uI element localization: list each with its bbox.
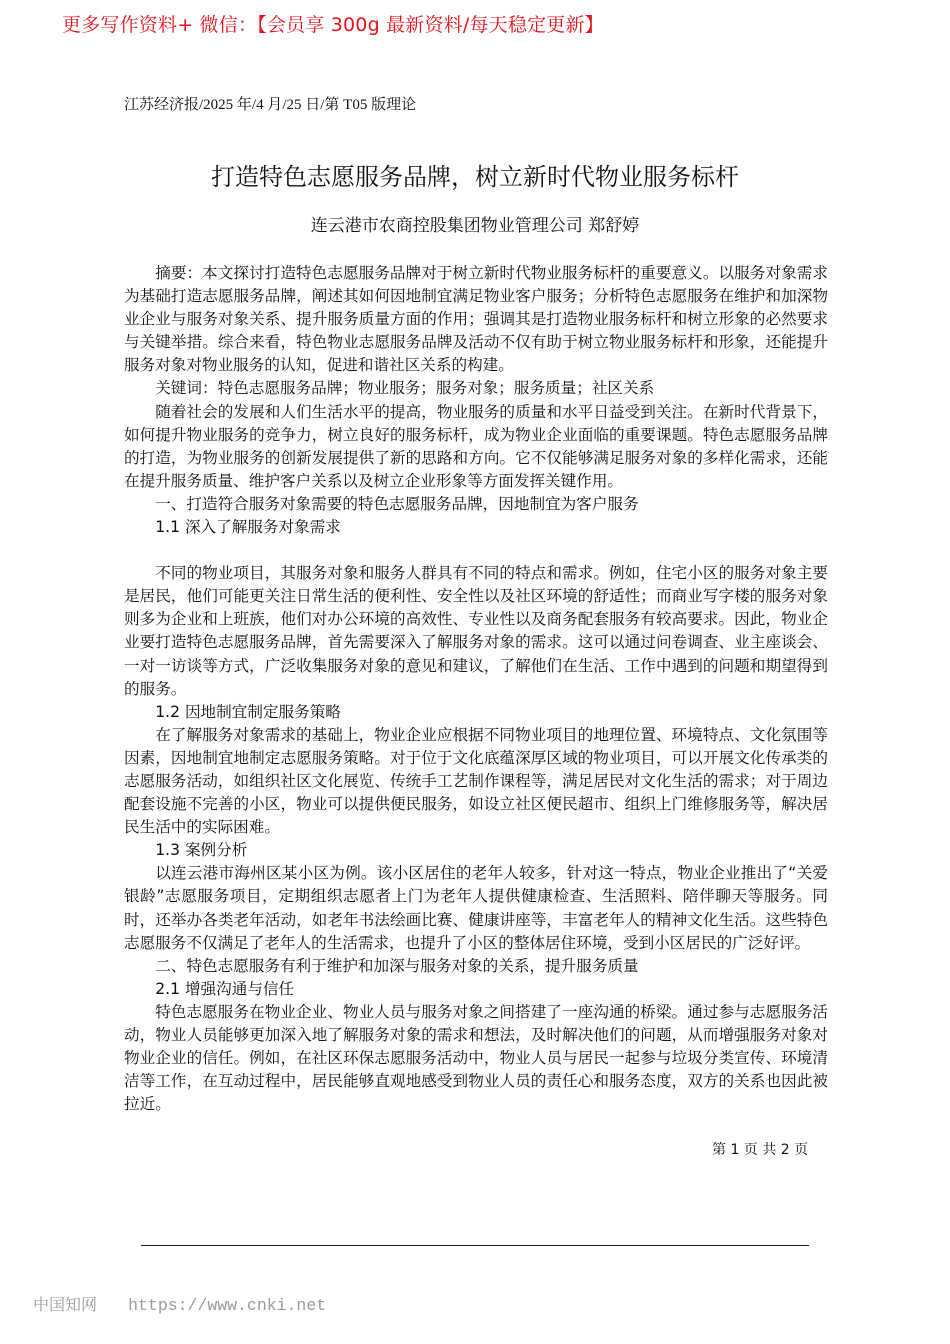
subsection-heading-1-1: 1.1 深入了解服务对象需求 xyxy=(155,518,341,537)
subsection-heading-1-3: 1.3 案例分析 xyxy=(155,841,248,860)
article-body xyxy=(124,262,828,1116)
abstract-paragraph: 摘要：本文探讨打造特色志愿服务品牌对于树立新时代物业服务标杆的重要意义。以服务对象需求为基础打造志愿服务品牌，阐述其如何因地制宜满足物业客户服务；分析特色志愿服务在维护和加深物业企业与服务对象关系、提升服务质量方面的作用；强调其是打造物业服务标杆和树立形象的必然要求与关键举措。综合来看，特色物业志愿服务品牌及活动不仅有助于树立物业服务标杆和形象，还能提升服务对象对物业服务的认知，促进和谐社区关系的构建。 xyxy=(124,264,828,375)
watermark-url[interactable]: https://www.cnki.net xyxy=(128,1296,327,1315)
body-paragraph: 以连云港市海州区某小区为例。该小区居住的老年人较多，针对这一特点，物业企业推出了“关爱银龄”志愿服务项目，定期组织志愿者上门为老年人提供健康检查、生活照料、陪伴聊天等服务。同时，还举办各类老年活动，如老年书法绘画比赛、健康讲座等，丰富老年人的精神文化生活。这些特色志愿服务不仅满足了老年人的生活需求，也提升了小区的整体居住环境，受到小区居民的广泛好评。 xyxy=(124,864,828,952)
body-paragraph: 在了解服务对象需求的基础上，物业企业应根据不同物业项目的地理位置、环境特点、文化氛围等因素，因地制宜地制定志愿服务策略。对于位于文化底蕴深厚区域的物业项目，可以开展文化传承类的志愿服务活动，如组织社区文化展览、传统手工艺制作课程等，满足居民对文化生活的需求；对于周边配套设施不完善的小区，物业可以提供便民服务，如设立社区便民超市、组织上门维修服务等，解决居民生活中的实际困难。 xyxy=(124,725,828,837)
article-author: 连云港市农商控股集团物业管理公司 郑舒婷 xyxy=(310,216,640,236)
intro-paragraph: 随着社会的发展和人们生活水平的提高，物业服务的质量和水平日益受到关注。在新时代背景下，如何提升物业服务的竞争力，树立良好的服务标杆，成为物业企业面临的重要课题。特色志愿服务品牌的打造，为物业服务的创新发展提供了新的思路和方向。它不仅能够满足服务对象的多样化需求，还能在提升服务质量、维护客户关系以及树立企业形象等方面发挥关键作用。 xyxy=(124,402,828,490)
promo-banner: 更多写作资料+ 微信：【会员享 300g 最新资料/每天稳定更新】 xyxy=(62,14,604,36)
cnki-watermark xyxy=(33,1294,326,1317)
watermark-name: 中国知网 xyxy=(33,1295,98,1314)
body-paragraph: 特色志愿服务在物业企业、物业人员与服务对象之间搭建了一座沟通的桥梁。通过参与志愿服务活动，物业人员能够更加深入地了解服务对象的需求和想法，及时解决他们的问题，从而增强服务对象对物业企业的信任。例如，在社区环保志愿服务活动中，物业人员与居民一起参与垃圾分类宣传、环境清洁等工作，在互动过程中，居民能够直观地感受到物业人员的责任心和服务态度，双方的关系也因此被拉近。 xyxy=(124,1002,828,1114)
blank-line xyxy=(124,539,828,562)
body-paragraph: 不同的物业项目，其服务对象和服务人群具有不同的特点和需求。例如，住宅小区的服务对象主要是居民，他们可能更关注日常生活的便利性、安全性以及社区环境的舒适性；而商业写字楼的服务对象则多为企业和上班族，他们对办公环境的高效性、专业性以及商务配套服务有较高要求。因此，物业企业要打造特色志愿服务品牌，首先需要深入了解服务对象的需求。这可以通过问卷调查、业主座谈会、一对一访谈等方式，广泛收集服务对象的意见和建议，了解他们在生活、工作中遇到的问题和期望得到的服务。 xyxy=(124,564,828,698)
section-heading-1: 一、打造符合服务对象需要的特色志愿服务品牌，因地制宜为客户服务 xyxy=(155,494,639,513)
article-title: 打造特色志愿服务品牌，树立新时代物业服务标杆 xyxy=(211,163,739,191)
keywords-paragraph: 关键词：特色志愿服务品牌；物业服务；服务对象；服务质量；社区关系 xyxy=(155,379,655,398)
section-heading-2: 二、特色志愿服务有利于维护和加深与服务对象的关系，提升服务质量 xyxy=(155,956,639,975)
source-citation: 江苏经济报/2025 年/4 月/25 日/第 T05 版理论 xyxy=(124,97,417,113)
subsection-heading-1-2: 1.2 因地制宜制定服务策略 xyxy=(155,702,341,721)
footer-divider xyxy=(141,1245,809,1246)
subsection-heading-2-1: 2.1 增强沟通与信任 xyxy=(155,979,295,998)
page-number: 第 1 页 共 2 页 xyxy=(712,1142,809,1158)
